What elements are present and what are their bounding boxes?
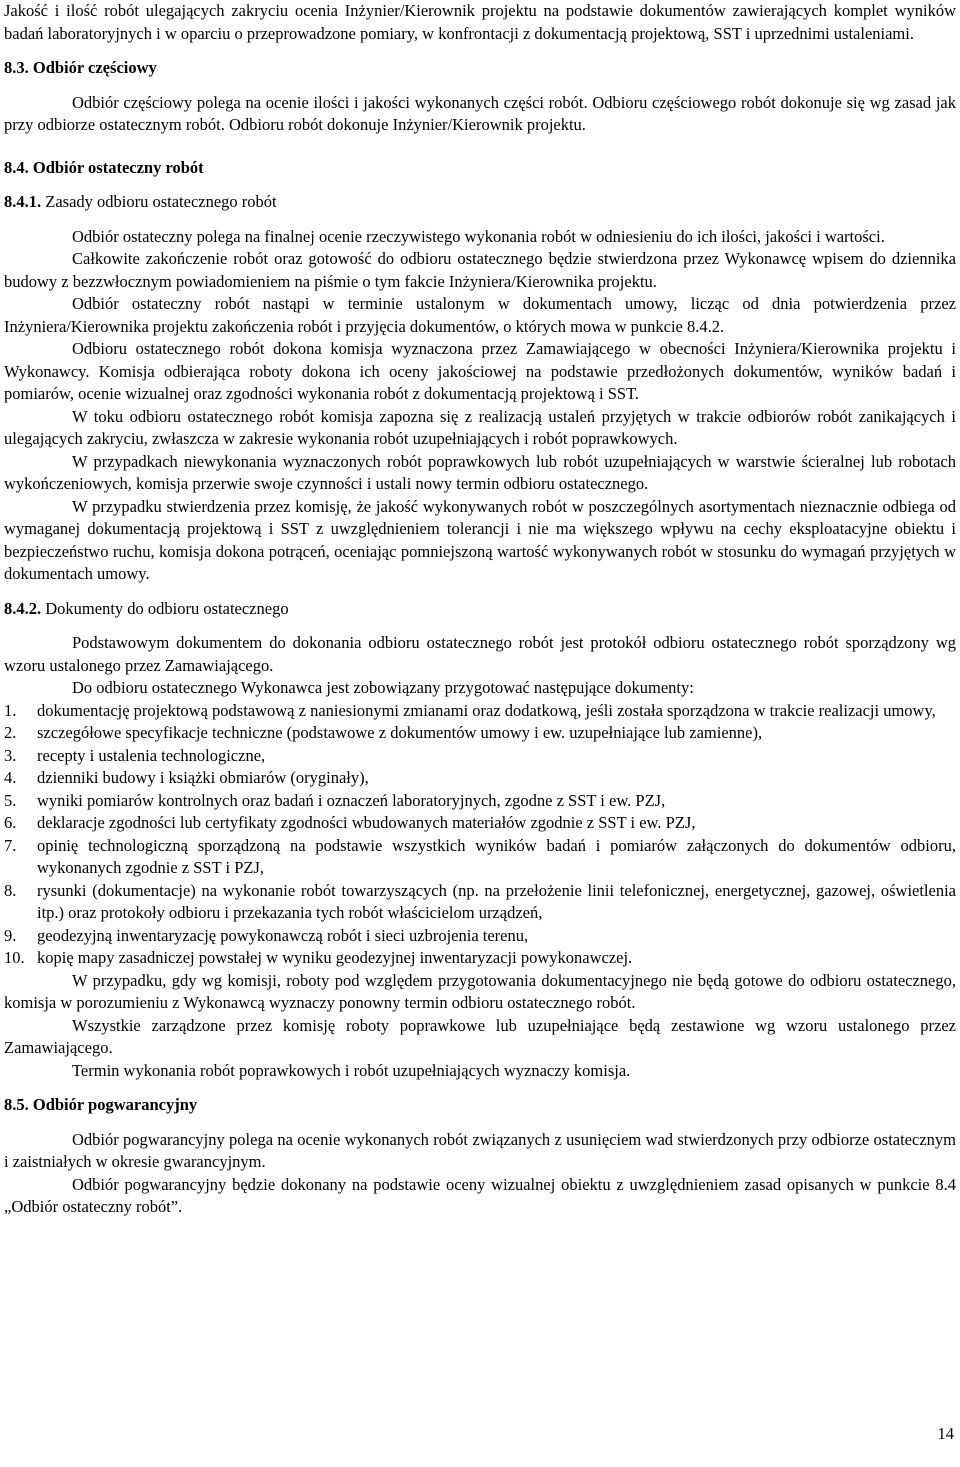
list-number: 5. <box>4 790 17 810</box>
paragraph: Podstawowym dokumentem do dokonania odbioru ostatecznego robót jest protokół odbioru ostatecznego robót sporządzony wg wzoru ustalonego przez Zamawiającego. <box>4 633 956 675</box>
paragraph: Odbiór pogwarancyjny polega na ocenie wykonanych robót związanych z usunięciem wad stwierdzonych przy odbiorze ostatecznym i zaistniałych w okresie gwarancyjnym. <box>4 1129 956 1171</box>
list-text: dokumentację projektową podstawową z naniesionymi zmianami oraz dodatkową, jeśli została sporządzona w trakcie realizacji umowy, <box>37 700 936 720</box>
paragraph: Jakość i ilość robót ulegających zakryciu ocenia Inżynier/Kierownik projektu na podstawie dokumentów zawierających komplet wyników badań laboratoryjnych i w oparciu o przeprowadzone pomiary, w konfrontacji z dokumentacją projektową, SST i uprzednimi ustaleniami. <box>4 1 956 43</box>
list-number: 2. <box>4 723 17 742</box>
paragraph: W toku odbioru ostatecznego robót komisja zapozna się z realizacją ustaleń przyjętych w trakcie odbiorów robót zanikających i ulegających zakryciu, zwłaszcza w zakresie wykonania robót uzupełniających i robót poprawkowych. <box>4 406 956 448</box>
subsection-heading <box>4 191 956 214</box>
list-number: 6. <box>4 813 17 832</box>
subsection-number: 8.4.1. <box>4 192 42 211</box>
list-item <box>4 880 956 925</box>
paragraph: Wszystkie zarządzone przez komisję roboty poprawkowe lub uzupełniające będą zestawione wg wzoru ustalonego przez Zamawiającego. <box>4 1015 956 1057</box>
list-item <box>4 947 956 970</box>
list-item <box>4 925 956 948</box>
section-heading: 8.4. Odbiór ostateczny robót <box>4 157 204 177</box>
subsection-title: Zasady odbioru ostatecznego robót <box>41 192 277 211</box>
subsection-number: 8.4.2. <box>4 598 42 618</box>
list-text: deklaracje zgodności lub certyfikaty zgodności wbudowanych materiałów zgodnie z SST i ew. PZJ, <box>37 813 696 832</box>
paragraph: Odbiór pogwarancyjny będzie dokonany na podstawie oceny wizualnej obiektu z uwzględnieniem zasad opisanych w punkcie 8.4 „Odbiór ostateczny robót”. <box>4 1174 956 1216</box>
paragraph: Odbioru ostatecznego robót dokona komisja wyznaczona przez Zamawiającego w obecności Inżyniera/Kierownika projektu i Wykonawcy. Komisja odbierająca roboty dokona ich oceny jakościowej na podstawie przedłożonych dokumentów, wyników badań i pomiarów, ocenie wizualnej oraz zgodności wykonania robót z dokumentacją projektową i SST. <box>4 339 956 403</box>
document-page <box>4 0 956 1219</box>
list-number: 10. <box>4 948 25 967</box>
section-heading: 8.3. Odbiór częściowy <box>4 58 157 77</box>
list-text: geodezyjną inwentaryzację powykonawczą robót i sieci uzbrojenia terenu, <box>37 925 529 945</box>
paragraph: Całkowite zakończenie robót oraz gotowość do odbioru ostatecznego będzie stwierdzona przez Wykonawcę wpisem do dziennika budowy z bezzwłocznym powiadomieniem na piśmie o tym fakcie Inżyniera/Kierownika projektu. <box>4 249 956 291</box>
list-item <box>4 812 956 835</box>
paragraph: Termin wykonania robót poprawkowych i robót uzupełniających wyznaczy komisja. <box>72 1060 631 1080</box>
list-item <box>4 835 956 880</box>
paragraph: Odbiór częściowy polega na ocenie ilości i jakości wykonanych części robót. Odbioru częściowego robót dokonuje się wg zasad jak przy odbiorze ostatecznym robót. Odbioru robót dokonuje Inżynier/Kierownik projektu. <box>4 92 956 134</box>
paragraph: W przypadku, gdy wg komisji, roboty pod względem przygotowania dokumentacyjnego nie będą gotowe do odbioru ostatecznego, komisja w porozumieniu z Wykonawcą wyznaczy ponowny termin odbioru ostatecznego robót. <box>4 970 956 1012</box>
list-number: 1. <box>4 700 17 720</box>
subsection-heading <box>4 598 956 621</box>
list-number: 4. <box>4 768 17 787</box>
list-item <box>4 745 956 768</box>
subsection-title: Dokumenty do odbioru ostatecznego <box>41 598 289 618</box>
paragraph: W przypadku stwierdzenia przez komisję, że jakość wykonywanych robót w poszczególnych asortymentach nieznacznie odbiega od wymaganej dokumentacją projektową i SST z uwzględnieniem tolerancji i nie ma większego wpływu na cechy eksploatacyjne obiektu i bezpieczeństwo ruchu, komisja dokona potrąceń, oceniając pomniejszoną wartość wykonywanych robót w stosunku do wymagań przyjętych w dokumentach umowy. <box>4 496 956 583</box>
paragraph: Do odbioru ostatecznego Wykonawca jest zobowiązany przygotować następujące dokumenty: <box>72 678 694 697</box>
list-number: 9. <box>4 925 17 945</box>
list-item <box>4 700 956 723</box>
list-number: 3. <box>4 745 17 765</box>
list-item <box>4 790 956 813</box>
paragraph: Odbiór ostateczny polega na finalnej ocenie rzeczywistego wykonania robót w odniesieniu do ich ilości, jakości i wartości. <box>72 226 885 246</box>
page-number: 14 <box>937 1424 954 1443</box>
list-item <box>4 767 956 790</box>
list-number: 7. <box>4 835 17 855</box>
list-text: dzienniki budowy i książki obmiarów (oryginały), <box>37 768 369 787</box>
list-text: rysunki (dokumentacje) na wykonanie robót towarzyszących (np. na przełożenie linii telefonicznej, energetycznej, gazowej, oświetlenia itp.) oraz protokoły odbioru i przekazania tych robót właścicielom urządzeń, <box>37 880 956 922</box>
list-text: szczegółowe specyfikacje techniczne (podstawowe z dokumentów umowy i ew. uzupełniające lub zamienne), <box>37 723 763 742</box>
paragraph: Odbiór ostateczny robót nastąpi w terminie ustalonym w dokumentach umowy, licząc od dnia potwierdzenia przez Inżyniera/Kierownika projektu zakończenia robót i przyjęcia dokumentów, o których mowa w punkcie 8.4.2. <box>4 294 956 336</box>
list-text: wyniki pomiarów kontrolnych oraz badań i oznaczeń laboratoryjnych, zgodne z SST i ew. PZJ, <box>37 790 666 810</box>
paragraph: W przypadkach niewykonania wyznaczonych robót poprawkowych lub robót uzupełniających w warstwie ścieralnej lub robotach wykończeniowych, komisja przerwie swoje czynności i ustali nowy termin odbioru ostatecznego. <box>4 451 956 493</box>
section-heading: 8.5. Odbiór pogwarancyjny <box>4 1095 198 1114</box>
list-text: kopię mapy zasadniczej powstałej w wyniku geodezyjnej inwentaryzacji powykonawczej. <box>37 948 633 967</box>
list-item <box>4 722 956 745</box>
list-text: recepty i ustalenia technologiczne, <box>37 745 266 765</box>
list-number: 8. <box>4 880 17 900</box>
document-list <box>4 700 956 970</box>
list-text: opinię technologiczną sporządzoną na podstawie wszystkich wyników badań i pomiarów załączonych do dokumentów odbioru, wykonanych zgodnie z SST i PZJ, <box>37 835 956 877</box>
